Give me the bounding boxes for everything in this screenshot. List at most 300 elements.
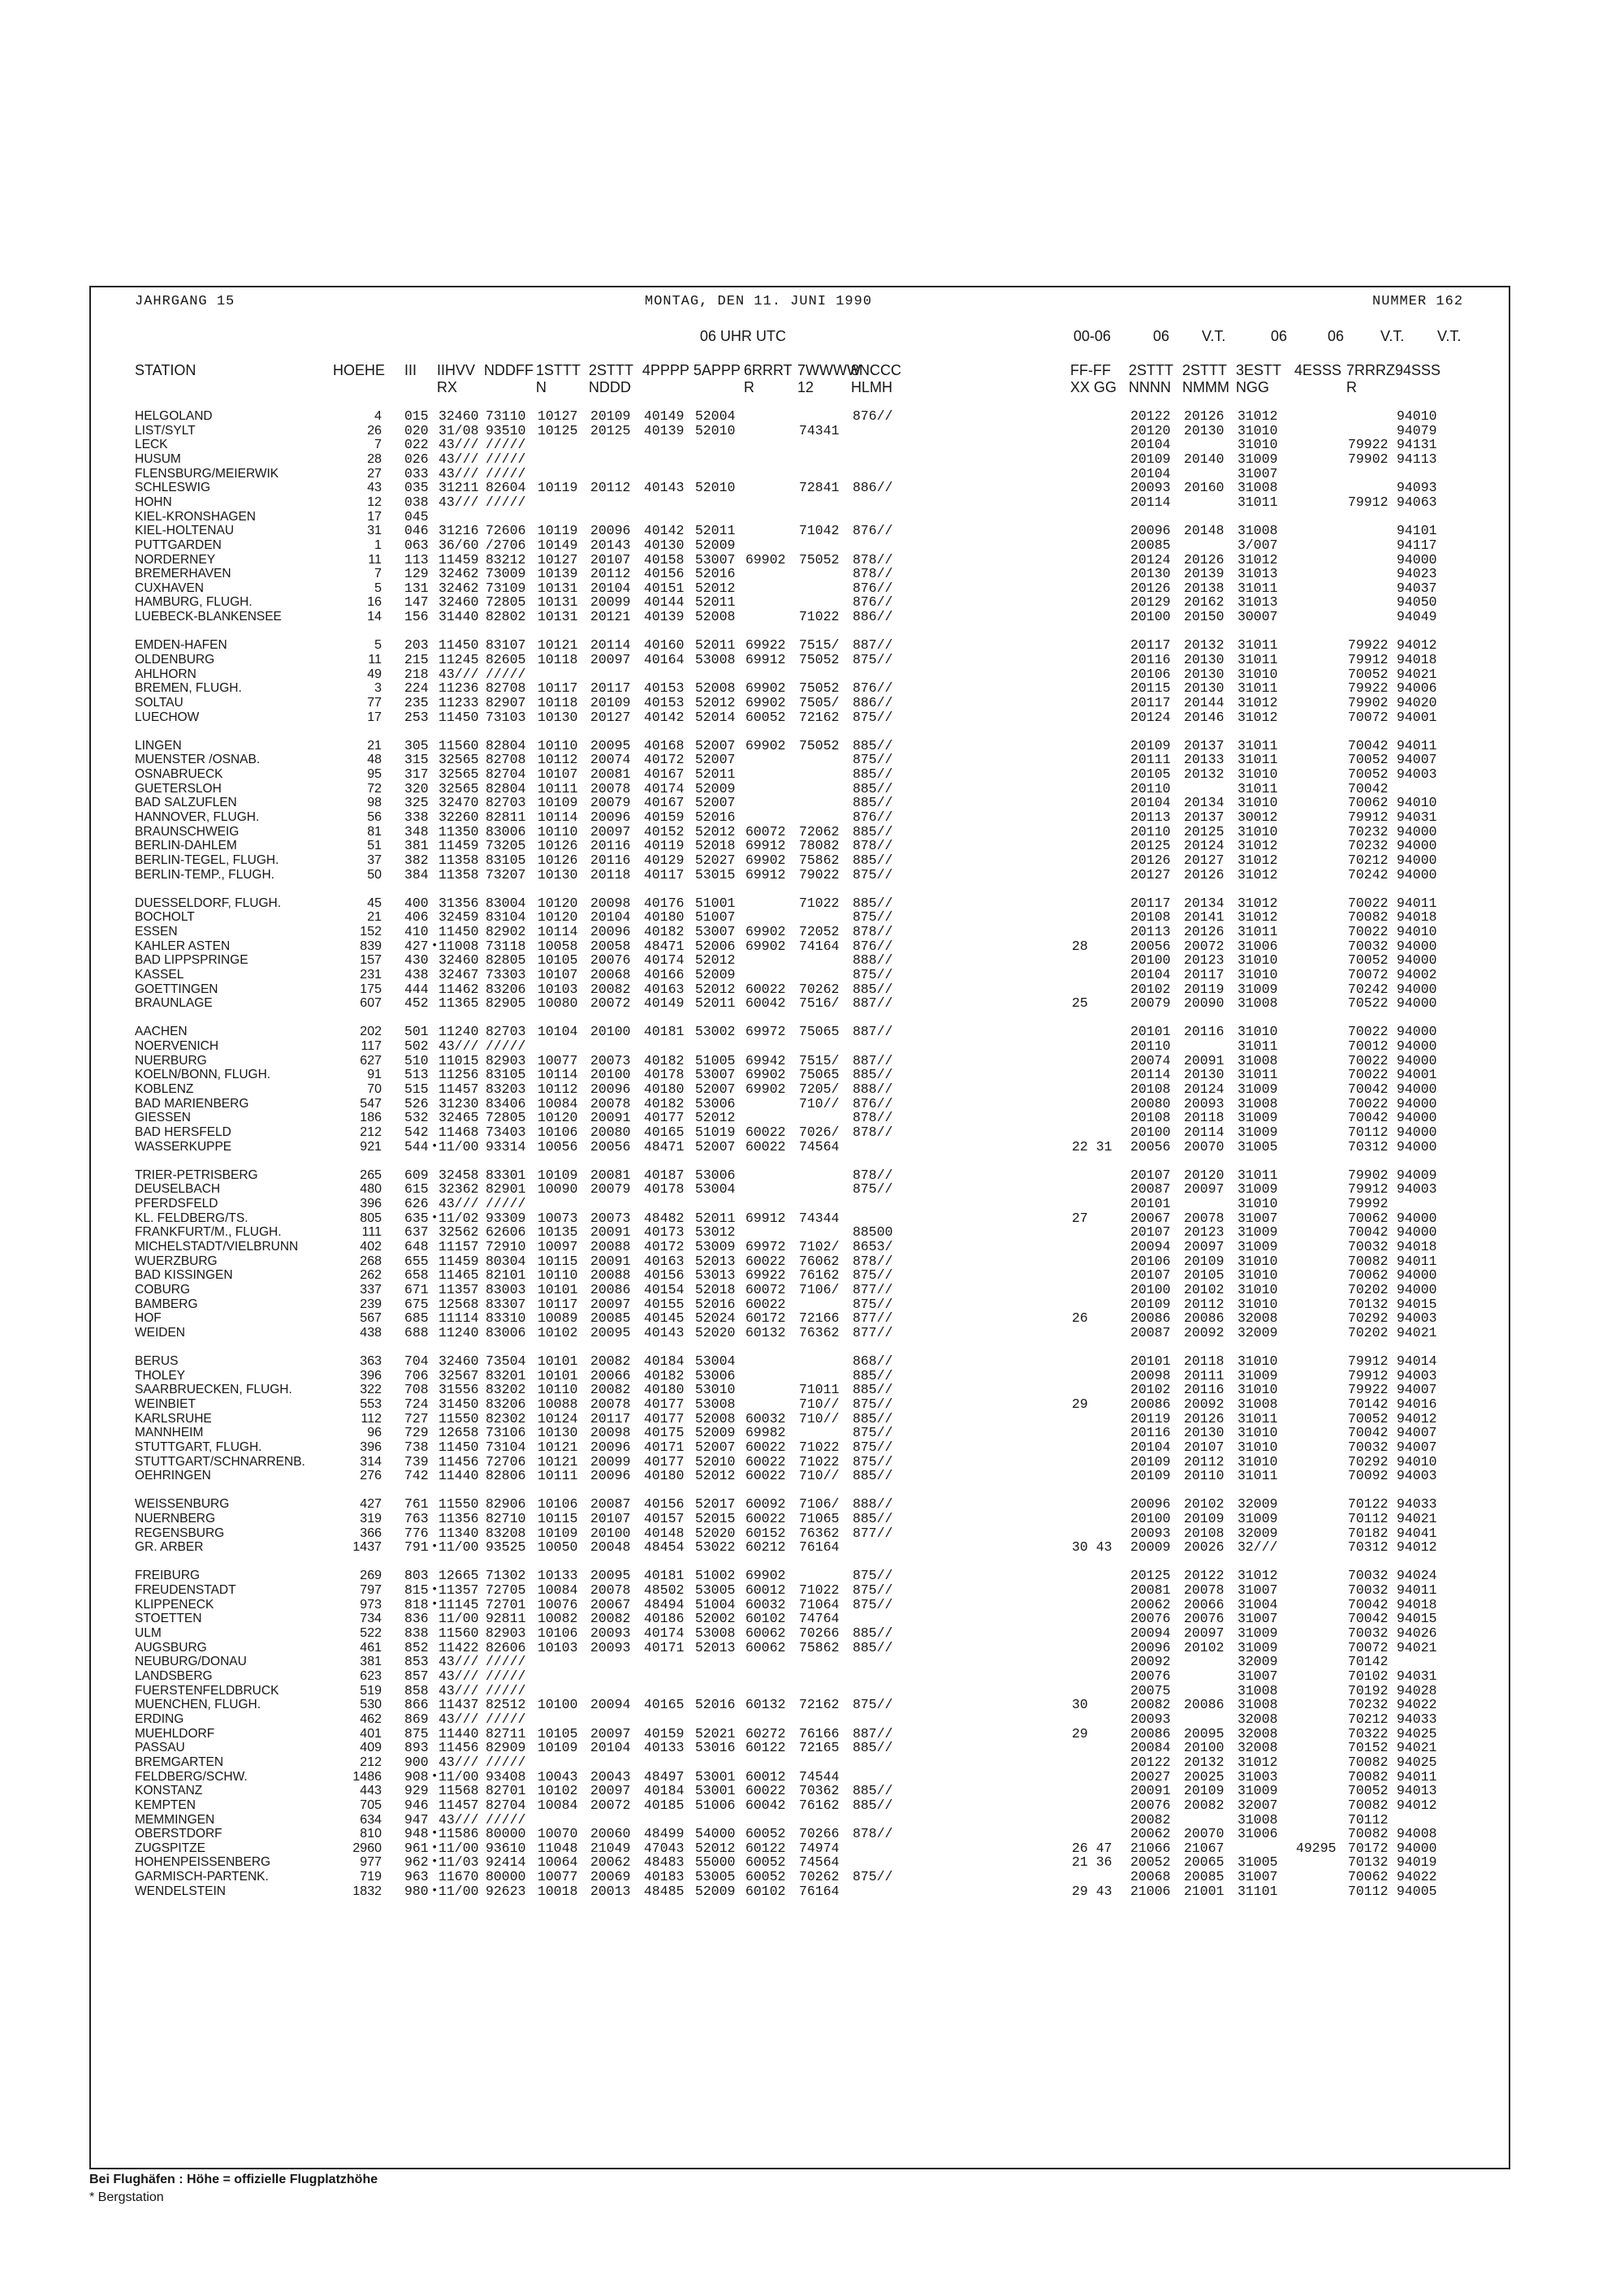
cell-c3: 10126 [538,838,578,854]
cell-c10: 29 43 [1072,1883,1112,1899]
station-id: 900 [404,1754,429,1770]
station-height: 31 [367,524,382,538]
cell-c4: 20096 [590,1468,631,1484]
station-height: 175 [360,982,382,996]
station-name: FELDBERG/SCHW. [135,1769,248,1784]
cell-c2: 80000 [486,1869,526,1885]
cell-c4: 20121 [590,609,631,625]
cell-c13: 31009 [1237,1639,1278,1655]
cell-c6: 52012 [695,952,736,969]
cell-c1: 32362 [438,1181,479,1198]
station-height: 553 [360,1396,382,1411]
cell-c9: 886// [853,480,893,496]
station-id: 315 [404,752,429,768]
cell-c8: 710// [799,1095,840,1111]
cell-c16: 94008 [1397,1826,1437,1842]
station-id: 635 [404,1210,429,1226]
cell-c4: 20107 [590,551,631,568]
cell-c16: 94005 [1397,1883,1437,1899]
cell-c11: 20100 [1130,1511,1171,1526]
station-name: FLENSBURG/MEIERWIK [135,466,279,481]
cell-c2: 82701 [486,1783,526,1799]
cell-c3: 10109 [538,1167,578,1183]
cell-c16: 94003 [1397,1310,1437,1327]
station-name: GUETERSLOH [135,781,222,796]
station-height: 719 [360,1870,382,1884]
cell-c15: 70202 [1348,1324,1389,1340]
station-id: 688 [404,1324,429,1340]
station-height: 7 [374,438,382,452]
cell-c2: ///// [486,465,526,481]
cell-c6: 52009 [695,537,736,553]
cell-c3: 10119 [538,480,578,496]
cell-c5: 40139 [644,609,685,625]
cell-c13: 31101 [1237,1883,1278,1899]
cell-c11: 20100 [1130,952,1171,969]
cell-c4: 20095 [590,1568,631,1584]
cell-c1: 11245 [438,651,479,667]
cell-c4: 20097 [590,823,631,839]
cell-c9: 876// [853,680,893,697]
cell-c8: 71022 [799,1439,840,1455]
cell-c11: 20094 [1130,1625,1171,1642]
cell-c1: 11233 [438,694,479,710]
cell-c3: 10130 [538,709,578,725]
cell-c11: 20096 [1130,1496,1171,1513]
station-name: BERUS [135,1354,179,1368]
station-name: BRAUNLAGE [135,996,213,1011]
station-id: 410 [404,923,429,939]
cell-c13: 32008 [1237,1725,1278,1741]
cell-c13: 32009 [1237,1496,1278,1513]
station-id: 035 [404,480,429,496]
cell-c9: 875// [853,866,893,883]
cell-c12: 20112 [1184,1453,1224,1470]
cell-c11: 20104 [1130,465,1171,481]
cell-c4: 20082 [590,1611,631,1627]
cell-c15: 70022 [1348,923,1389,939]
cell-c1: 11157 [438,1238,479,1254]
cell-c2: 72805 [486,594,526,611]
cell-c2: 82704 [486,1797,526,1813]
station-id: 946 [404,1797,429,1813]
station-id: 739 [404,1453,429,1470]
cell-c4: 20099 [590,594,631,611]
cell-c11: 20114 [1130,494,1171,510]
cell-c4: 20066 [590,1367,631,1383]
cell-c3: 10070 [538,1826,578,1842]
cell-c8: 710// [799,1396,840,1412]
cell-c6: 52006 [695,938,736,954]
station-name: KIEL-HOLTENAU [135,524,235,538]
station-id: 838 [404,1625,429,1642]
station-name: HOF [135,1311,162,1326]
cell-c5: 40174 [644,952,685,969]
cell-c7: 69912 [745,651,786,667]
cell-c16: 94101 [1397,523,1437,539]
cell-c1: 43/// [438,451,479,467]
cell-c5: 40171 [644,1439,685,1455]
station-height: 547 [360,1096,382,1111]
cell-c4: 20048 [590,1539,631,1556]
cell-c9: 875// [853,1396,893,1412]
cell-c7: 60022 [745,1296,786,1312]
station-height: 231 [360,967,382,982]
cell-c15: 70042 [1348,1425,1389,1441]
cell-c1: 43/// [438,1811,479,1828]
cell-c15: 70062 [1348,1210,1389,1226]
cell-c16: 94028 [1397,1682,1437,1698]
cell-c16: 94003 [1397,766,1437,782]
cell-c16: 94018 [1397,651,1437,667]
cell-c16: 94037 [1397,580,1437,596]
cell-c4: 20094 [590,1697,631,1713]
cell-c11: 20119 [1130,1410,1171,1426]
cell-c11: 20125 [1130,838,1171,854]
station-name: GIESSEN [135,1111,191,1125]
cell-c1: 11550 [438,1496,479,1513]
station-height: 5 [374,580,382,595]
cell-c3: 10114 [538,809,578,825]
station-height: 480 [360,1182,382,1197]
cell-c7: 60022 [745,1124,786,1140]
cell-c16: 94010 [1397,408,1437,424]
cell-c16: 94003 [1397,1181,1437,1198]
cell-c11: 20096 [1130,523,1171,539]
cell-c2: 73207 [486,866,526,883]
cell-c12: 20109 [1184,1783,1224,1799]
station-height: 623 [360,1669,382,1683]
cell-c3: 10109 [538,795,578,811]
cell-c4: 20107 [590,1511,631,1526]
cell-c16: 94033 [1397,1711,1437,1727]
cell-c8: 7515/ [799,1052,840,1068]
cell-c6: 52011 [695,766,736,782]
cell-c7: 60022 [745,1439,786,1455]
cell-c4: 20095 [590,737,631,753]
cell-c8: 76164 [799,1539,840,1556]
cell-c16: 94012 [1397,1539,1437,1556]
cell-c1: 43/// [438,437,479,453]
cell-c2: 82804 [486,737,526,753]
cell-c8: 76164 [799,1883,840,1899]
cell-c6: 52016 [695,809,736,825]
cell-c9: 885// [853,1639,893,1655]
station-height: 112 [361,1411,382,1426]
cell-c7: 60062 [745,1639,786,1655]
station-name: THOLEY [135,1368,186,1383]
station-name: BERLIN-TEMP., FLUGH. [135,867,274,882]
cell-c11: 20129 [1130,594,1171,611]
cell-c7: 69902 [745,923,786,939]
cell-c8: 71011 [799,1382,840,1398]
cell-c2: 83003 [486,1281,526,1297]
cell-c2: 82606 [486,1639,526,1655]
station-height: 268 [360,1254,382,1268]
station-height: 26 [367,423,382,438]
station-name: KASSEL [135,967,184,982]
cell-c5: 40187 [644,1167,685,1183]
cell-c6: 52010 [695,422,736,438]
cell-c5: 40177 [644,1410,685,1426]
cell-c16: 94021 [1397,666,1437,682]
cell-c7: 60122 [745,1740,786,1756]
cell-c3: 11048 [538,1840,578,1856]
station-id: 708 [404,1382,429,1398]
cell-c1: 11568 [438,1783,479,1799]
cell-c13: 32008 [1237,1310,1278,1327]
cell-c3: 10114 [538,1067,578,1083]
cell-c15: 79902 [1348,694,1389,710]
cell-c9: 885// [853,737,893,753]
cell-c12: 20132 [1184,766,1224,782]
cell-c9: 878// [853,1253,893,1269]
station-height: 95 [367,766,382,781]
mountain-station-marker: • [431,1211,438,1224]
column-header-c5: 4PPPP [642,362,690,378]
cell-c11: 20113 [1130,809,1171,825]
cell-c11: 20080 [1130,1095,1171,1111]
cell-c4: 20080 [590,1124,631,1140]
cell-c11: 20098 [1130,1367,1171,1383]
cell-c1: 32460 [438,594,479,611]
station-name: KL. FELDBERG/TS. [135,1211,248,1225]
cell-c3: 10109 [538,1740,578,1756]
cell-c2: 82512 [486,1697,526,1713]
cell-c2: 83201 [486,1367,526,1383]
cell-c2: 82907 [486,694,526,710]
cell-c5: 40167 [644,766,685,782]
station-height: 37 [367,852,382,867]
cell-c7: 60022 [745,1511,786,1526]
cell-c7: 60072 [745,1281,786,1297]
cell-c8: 74344 [799,1210,840,1226]
cell-c16: 94000 [1397,866,1437,883]
cell-c7: 60022 [745,1253,786,1269]
station-name: AUGSBURG [135,1640,207,1655]
cell-c6: 52004 [695,408,736,424]
cell-c12: 20130 [1184,651,1224,667]
cell-c11: 20074 [1130,1052,1171,1068]
station-height: 70 [367,1081,382,1096]
cell-c16: 94018 [1397,909,1437,926]
cell-c16: 94003 [1397,1468,1437,1484]
cell-c1: 11365 [438,995,479,1012]
cell-c13: 31008 [1237,480,1278,496]
column-header-c1: IIHVV RX [437,362,476,395]
cell-c2: 82710 [486,1511,526,1526]
cell-c3: 10110 [538,1382,578,1398]
cell-c9: 878// [853,566,893,582]
cell-c7: 60052 [745,1869,786,1885]
cell-c6: 51004 [695,1596,736,1612]
cell-c12: 20123 [1184,1224,1224,1241]
cell-c16: 94131 [1397,437,1437,453]
station-height: 337 [360,1282,382,1297]
station-name: GOETTINGEN [135,982,218,996]
cell-c13: 31008 [1237,1052,1278,1068]
cell-c12: 20097 [1184,1181,1224,1198]
cell-c9: 885// [853,1367,893,1383]
cell-c1: 11/00 [438,1768,479,1785]
cell-c2: 82604 [486,480,526,496]
cell-c7: 60132 [745,1697,786,1713]
cell-c13: 30007 [1237,609,1278,625]
mountain-station-marker: • [431,1540,438,1554]
cell-c16: 94050 [1397,594,1437,611]
station-name: NOERVENICH [135,1039,219,1053]
station-height: 269 [360,1569,382,1583]
cell-c15: 70042 [1348,737,1389,753]
cell-c8: 70262 [799,1869,840,1885]
cell-c9: 88500 [853,1224,893,1241]
column-header-c3: 1STTT N [536,362,581,395]
cell-c12: 20070 [1184,1826,1224,1842]
cell-c9: 887// [853,1024,893,1040]
station-name: CUXHAVEN [135,580,204,595]
station-name: BERLIN-TEGEL, FLUGH. [135,852,279,867]
column-header-iii: III [404,362,417,378]
cell-c4: 20096 [590,523,631,539]
station-name: KARLSRUHE [135,1411,212,1426]
cell-c5: 40183 [644,1869,685,1885]
cell-c2: 82708 [486,752,526,768]
cell-c1: 36/60 [438,537,479,553]
vt-header-1: V.T. [1202,328,1226,344]
station-id: 609 [404,1167,429,1183]
cell-c7: 69972 [745,1024,786,1040]
cell-c7: 60102 [745,1883,786,1899]
cell-c16: 94000 [1397,981,1437,997]
cell-c5: 40130 [644,537,685,553]
cell-c13: 30012 [1237,809,1278,825]
cell-c4: 20088 [590,1267,631,1284]
cell-c2: 82101 [486,1267,526,1284]
cell-c3: 10111 [538,1468,578,1484]
cell-c7: 60152 [745,1525,786,1541]
cell-c3: 10082 [538,1611,578,1627]
cell-c15: 70042 [1348,1110,1389,1126]
cell-c6: 53005 [695,1869,736,1885]
mountain-station-marker: • [431,939,438,952]
cell-c13: 31009 [1237,1783,1278,1799]
cell-c3: 10121 [538,1453,578,1470]
cell-c16: 94011 [1397,895,1437,911]
cell-c16: 94001 [1397,1067,1437,1083]
cell-c13: 31009 [1237,1238,1278,1254]
cell-c8: 70266 [799,1826,840,1842]
cell-c1: 32467 [438,966,479,982]
cell-c1: 32459 [438,909,479,926]
cell-c9: 878// [853,838,893,854]
cell-c15: 70132 [1348,1296,1389,1312]
cell-c3: 10080 [538,995,578,1012]
cell-c8: 74974 [799,1840,840,1856]
station-height: 973 [360,1597,382,1612]
cell-c1: 31556 [438,1382,479,1398]
cell-c2: 82811 [486,809,526,825]
cell-c11: 20109 [1130,1296,1171,1312]
cell-c15: 70082 [1348,1826,1389,1842]
cell-c2: 72606 [486,523,526,539]
cell-c6: 52010 [695,1453,736,1470]
mountain-station-marker: • [431,1841,438,1854]
cell-c1: 43/// [438,1038,479,1054]
cell-c15: 70032 [1348,1625,1389,1642]
station-id: 544 [404,1138,429,1154]
cell-c4: 20096 [590,809,631,825]
cell-c13: 31010 [1237,1267,1278,1284]
station-height: 805 [360,1211,382,1225]
cell-c4: 20078 [590,780,631,796]
cell-c15: 79922 [1348,680,1389,697]
cell-c5: 40157 [644,1511,685,1526]
cell-c16: 94041 [1397,1525,1437,1541]
station-name: TRIER-PETRISBERG [135,1167,258,1182]
station-name: SAARBRUECKEN, FLUGH. [135,1383,292,1397]
cell-c12: 20112 [1184,1296,1224,1312]
cell-c6: 52011 [695,1210,736,1226]
cell-c2: 82905 [486,995,526,1012]
station-name: MICHELSTADT/VIELBRUNN [135,1239,299,1254]
cell-c2: ///// [486,1754,526,1770]
station-name: PASSAU [135,1741,185,1755]
cell-c2: 83406 [486,1095,526,1111]
cell-c7: 60042 [745,995,786,1012]
cell-c16: 94015 [1397,1296,1437,1312]
cell-c8: 76166 [799,1725,840,1741]
cell-c16: 94000 [1397,1138,1437,1154]
station-name: WUERZBURG [135,1254,218,1268]
cell-c4: 20098 [590,1425,631,1441]
cell-c9: 877// [853,1525,893,1541]
station-id: 015 [404,408,429,424]
cell-c6: 51007 [695,909,736,926]
cell-c9: 877// [853,1281,893,1297]
cell-c8: 75052 [799,680,840,697]
station-name: MUEHLDORF [135,1726,215,1741]
cell-c8: 76162 [799,1797,840,1813]
cell-c16: 94011 [1397,1582,1437,1599]
cell-c6: 52011 [695,995,736,1012]
cell-c8: 76362 [799,1324,840,1340]
cell-c9: 875// [853,1439,893,1455]
cell-c1: 43/// [438,465,479,481]
cell-c16: 94021 [1397,1511,1437,1526]
cell-c10: 22 31 [1072,1138,1112,1154]
cell-c5: 40159 [644,809,685,825]
station-height: 17 [367,710,382,724]
cell-c5: 40182 [644,1052,685,1068]
cell-c13: 31009 [1237,451,1278,467]
cell-c2: 83202 [486,1382,526,1398]
cell-c2: ///// [486,1711,526,1727]
cell-c1: 11/00 [438,1138,479,1154]
cell-c6: 52018 [695,1281,736,1297]
cell-c3: 10117 [538,680,578,697]
cell-c8: 7515/ [799,637,840,654]
cell-c13: 31011 [1237,752,1278,768]
cell-c1: 11450 [438,709,479,725]
cell-c1: 11/00 [438,1883,479,1899]
cell-c11: 20104 [1130,437,1171,453]
cell-c5: 40180 [644,1081,685,1097]
cell-c11: 20120 [1130,422,1171,438]
cell-c3: 10112 [538,752,578,768]
cell-c15: 70212 [1348,852,1389,868]
cell-c9: 885// [853,1067,893,1083]
cell-c4: 20069 [590,1869,631,1885]
